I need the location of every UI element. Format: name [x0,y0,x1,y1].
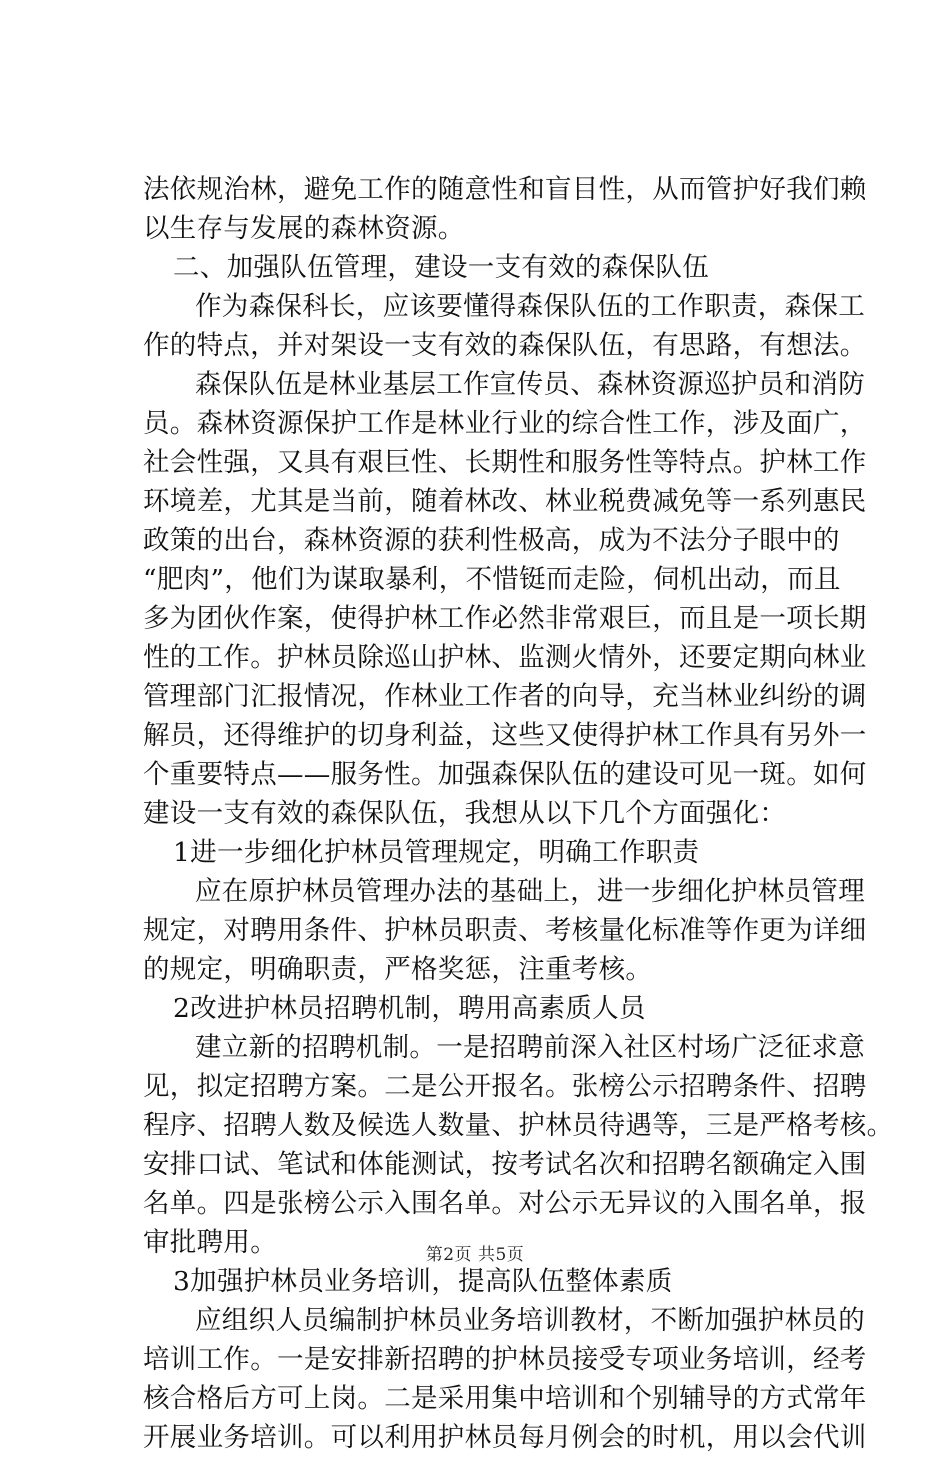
text-line: 开展业务培训。可以利用护林员每月例会的时机，用以会代训 [143,1422,867,1453]
text-line: 多为团伙作案，使得护林工作必然非常艰巨，而且是一项长期 [143,603,867,634]
text-line: 作为森保科长，应该要懂得森保队伍的工作职责，森保工 [195,291,865,322]
text-line: 建设一支有效的森保队伍，我想从以下几个方面强化： [143,798,787,829]
text-line: 作的特点，并对架设一支有效的森保队伍，有思路，有想法。 [143,330,867,361]
text-line: 解员，还得维护的切身利益，这些又使得护林工作具有另外一 [143,720,867,751]
text-line: 审批聘用。 [143,1227,277,1258]
text-line: 应在原护林员管理办法的基础上，进一步细化护林员管理 [195,876,865,907]
page-number-footer: 第2页 共5页 [425,1245,525,1265]
text-line: 培训工作。一是安排新招聘的护林员接受专项业务培训，经考 [143,1344,867,1375]
text-line: 管理部门汇报情况，作林业工作者的向导，充当林业纠纷的调 [143,681,867,712]
text-line: 性的工作。护林员除巡山护林、监测火情外，还要定期向林业 [143,642,867,673]
text-line: 员。森林资源保护工作是林业行业的综合性工作，涉及面广， [143,408,867,439]
text-line: 3加强护林员业务培训，提高队伍整体素质 [173,1266,673,1297]
text-line: 程序、招聘人数及候选人数量、护林员待遇等，三是严格考核。 [143,1110,894,1141]
text-line: 核合格后方可上岗。二是采用集中培训和个别辅导的方式常年 [143,1383,867,1414]
text-line: 森保队伍是林业基层工作宣传员、森林资源巡护员和消防 [195,369,865,400]
text-line: 以生存与发展的森林资源。 [143,213,465,244]
text-line: 的规定，明确职责，严格奖惩，注重考核。 [143,954,653,985]
text-line: 建立新的招聘机制。一是招聘前深入社区村场广泛征求意 [195,1032,865,1063]
text-line: 法依规治林，避免工作的随意性和盲目性，从而管护好我们赖 [143,174,867,205]
text-line: 见，拟定招聘方案。二是公开报名。张榜公示招聘条件、招聘 [143,1071,867,1102]
text-line: 名单。四是张榜公示入围名单。对公示无异议的入围名单，报 [143,1188,867,1219]
text-line: 安排口试、笔试和体能测试，按考试名次和招聘名额确定入围 [143,1149,867,1180]
text-line: 规定，对聘用条件、护林员职责、考核量化标准等作更为详细 [143,915,867,946]
text-line: 社会性强，又具有艰巨性、长期性和服务性等特点。护林工作 [143,447,867,478]
text-line: 1进一步细化护林员管理规定，明确工作职责 [173,837,700,868]
text-line: 政策的出台，森林资源的获利性极高，成为不法分子眼中的 [143,525,840,556]
text-line: 环境差，尤其是当前，随着林改、林业税费减免等一系列惠民 [143,486,867,517]
text-line: 个重要特点——服务性。加强森保队伍的建设可见一斑。如何 [143,759,867,790]
text-line: 二、加强队伍管理，建设一支有效的森保队伍 [173,252,709,283]
text-line: 应组织人员编制护林员业务培训教材，不断加强护林员的 [195,1305,865,1336]
text-line: 2改进护林员招聘机制，聘用高素质人员 [173,993,646,1024]
text-line: “肥肉”，他们为谋取暴利，不惜铤而走险，伺机出动，而且 [143,564,841,595]
